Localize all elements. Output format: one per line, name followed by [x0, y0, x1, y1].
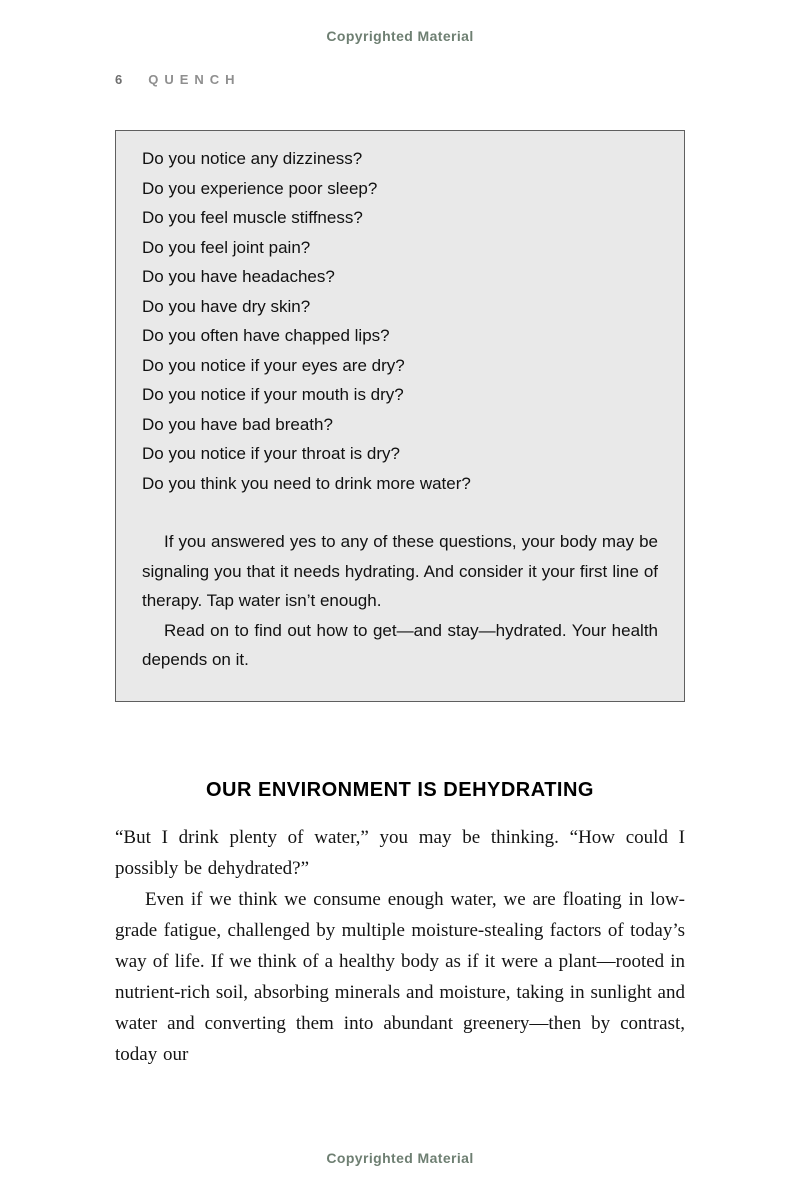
copyright-notice-bottom: Copyrighted Material — [326, 1150, 474, 1166]
quiz-question: Do you notice any dizziness? — [142, 149, 363, 168]
quiz-question: Do you notice if your throat is dry? — [142, 444, 400, 463]
page-number: 6 — [115, 72, 123, 87]
copyright-notice-top: Copyrighted Material — [326, 28, 474, 44]
quiz-box-paragraph-2: Read on to find out how to get—and stay—hydrated. Your health depends on it. — [142, 620, 658, 669]
section-heading: OUR ENVIRONMENT IS DEHYDRATING — [206, 779, 594, 801]
quiz-question: Do you notice if your eyes are dry? — [142, 355, 405, 375]
body-text-block — [115, 822, 685, 1070]
page-header — [115, 72, 241, 87]
quiz-question: Do you have bad breath? — [142, 414, 333, 434]
body-paragraph-2: Even if we think we consume enough water, we are floating in low-grade fatigue, challenged by multiple moisture-stealing factors of today’s way of life. If we think of a healthy body as if it were a plant—rooted in nutrient-rich soil, absorbing minerals and moisture, taking in sunlight and water and converting them into abundant greenery—then by contrast, today our — [115, 889, 685, 1065]
quiz-question: Do you have dry skin? — [142, 296, 311, 316]
hydration-quiz-box — [115, 130, 685, 702]
quiz-question: Do you often have chapped lips? — [142, 326, 390, 345]
quiz-question: Do you think you need to drink more water? — [142, 473, 471, 493]
body-paragraph-1: “But I drink plenty of water,” you may be thinking. “How could I possibly be dehydrated?” — [115, 827, 685, 879]
quiz-question: Do you have headaches? — [142, 267, 335, 286]
quiz-question: Do you feel muscle stiffness? — [142, 208, 363, 227]
quiz-question: Do you experience poor sleep? — [142, 178, 378, 198]
quiz-question: Do you feel joint pain? — [142, 237, 311, 257]
quiz-box-paragraph-1: If you answered yes to any of these questions, your body may be signaling you that it needs hydrating. And consider it your first line of therapy. Tap water isn’t enough. — [142, 532, 658, 610]
quiz-question: Do you notice if your mouth is dry? — [142, 385, 404, 404]
running-head-title: QUENCH — [148, 72, 241, 87]
